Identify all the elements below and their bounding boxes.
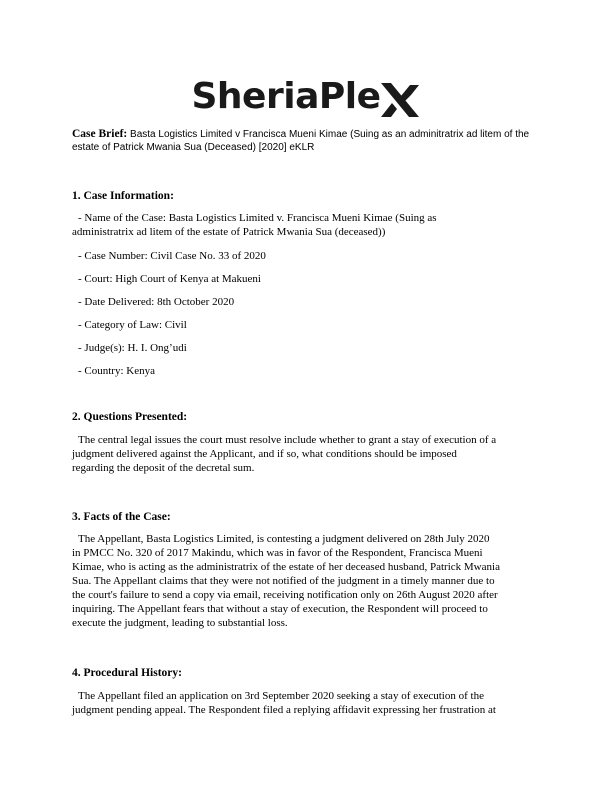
case-name-line-1: - Name of the Case: Basta Logistics Limited v. Francisca Mueni Kimae (Suing as [78, 212, 437, 224]
section-heading-questions-presented: 2. Questions Presented: [72, 411, 188, 423]
facts-line-6: inquiring. The Appellant fears that without a stay of execution, the Respondent will proceed to [72, 603, 488, 615]
date-delivered: - Date Delivered: 8th October 2020 [78, 296, 235, 308]
category-of-law: - Category of Law: Civil [78, 319, 187, 331]
case-brief-text: Basta Logistics Limited v Francisca Mueni Kimae (Suing as an adminitratrix ad litem of the estate of Patrick Mwania Sua (Deceased) [2020] eKLR [72, 129, 530, 153]
logo-x-icon [379, 77, 421, 121]
case-number: - Case Number: Civil Case No. 33 of 2020 [78, 250, 266, 262]
sheriaplex-logo [0, 72, 612, 122]
judges: - Judge(s): H. I. Ong’udi [78, 342, 187, 354]
facts-line-5: the court's failure to send a copy via email, receiving notification only on 26th August 2020 after [72, 589, 498, 601]
facts-line-4: Sua. The Appellant claims that they were not notified of the judgment in a timely manner due to [72, 575, 495, 587]
questions-line-3: regarding the deposit of the decretal sum. [72, 462, 255, 474]
facts-line-1: The Appellant, Basta Logistics Limited, is contesting a judgment delivered on 28th July 2020 [78, 533, 490, 545]
court: - Court: High Court of Kenya at Makueni [78, 273, 261, 285]
case-name-line-2: administratrix ad litem of the estate of Patrick Mwania Sua (deceased)) [72, 226, 386, 238]
case-brief-label: Case Brief: [72, 128, 128, 140]
section-heading-facts-of-the-case: 3. Facts of the Case: [72, 511, 171, 523]
case-brief-title [72, 128, 542, 154]
logo-wordmark: SheriaPle [191, 76, 381, 117]
country: - Country: Kenya [78, 365, 155, 377]
section-heading-procedural-history: 4. Procedural History: [72, 667, 182, 679]
facts-line-7: execute the judgment, leading to substantial loss. [72, 617, 288, 629]
facts-line-2: in PMCC No. 320 of 2017 Makindu, which was in favor of the Respondent, Francisca Mueni [72, 547, 483, 559]
section-heading-case-information: 1. Case Information: [72, 190, 174, 202]
procedural-line-1: The Appellant filed an application on 3rd September 2020 seeking a stay of execution of the [78, 690, 484, 702]
questions-line-1: The central legal issues the court must resolve include whether to grant a stay of execution of a [78, 434, 497, 446]
procedural-line-2: judgment pending appeal. The Respondent filed a replying affidavit expressing her frustration at [72, 704, 496, 716]
questions-line-2: judgment delivered against the Applicant, and if so, what conditions should be imposed [72, 448, 457, 460]
facts-line-3: Kimae, who is acting as the administratrix of the estate of her deceased husband, Patrick Mwania [72, 561, 500, 573]
